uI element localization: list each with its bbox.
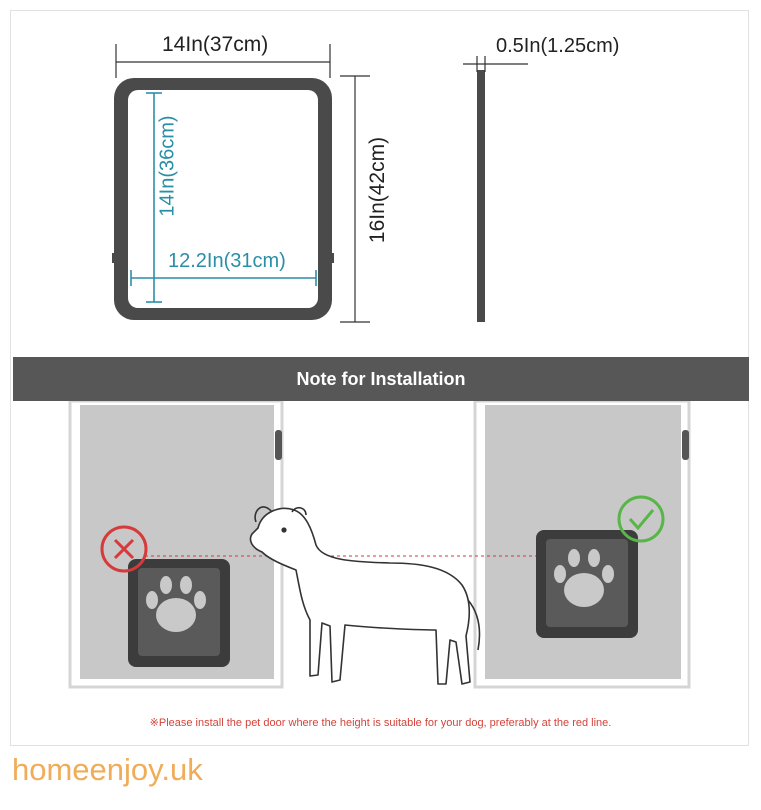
outer-height-label: 16In(42cm) <box>366 136 389 244</box>
outer-width-label: 14In(37cm) <box>162 33 269 56</box>
inner-width-label: 12.2In(31cm) <box>168 250 286 272</box>
thickness-dimension-line <box>463 56 528 72</box>
installation-banner <box>13 357 749 401</box>
pet-door-low-placement <box>128 559 230 667</box>
thickness-label: 0.5In(1.25cm) <box>496 35 620 57</box>
pet-door-side-profile <box>477 70 485 322</box>
inner-height-label: 14In(36cm) <box>156 115 179 217</box>
dog-illustration <box>250 507 479 684</box>
watermark-text: homeenjoy.uk <box>12 752 203 787</box>
pet-door-correct-placement <box>536 530 638 638</box>
banner-title: Note for Installation <box>296 369 466 389</box>
installation-note: ※Please install the pet door where the height is suitable for your dog, preferably at the red line. <box>149 717 612 729</box>
